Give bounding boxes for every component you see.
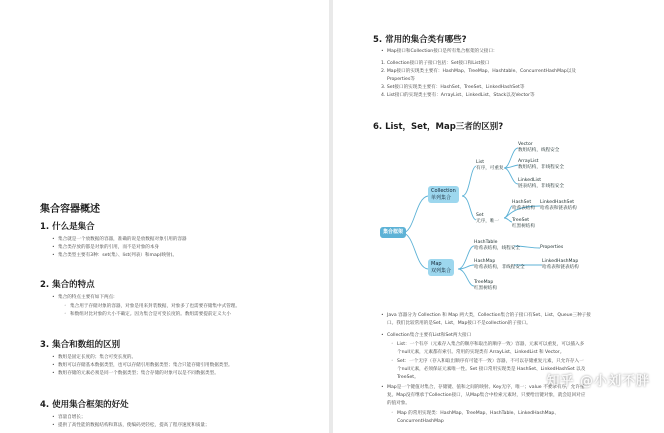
mindmap-treemap-node: TreeMap 红黑树结构 bbox=[474, 280, 497, 291]
sub-bullet: ◦ Map 的常用实现类：HashMap、TreeMap、HashTable、LinkedHashMap、 bbox=[397, 410, 559, 417]
bullet: • Map接口和Collection接口是所有集合框架的父接口： bbox=[387, 48, 498, 55]
sub-bullet-cont: 个null元素，元素都有索引。常用的实现类有 ArrayList、LinkedList 和 Vector。 bbox=[397, 350, 565, 355]
bullet: • Collection集合主要有List和Set两大接口 bbox=[387, 332, 471, 339]
sub-bullet: ◦ List：一个有序（元素存入集合的顺序和取出的顺序一致）容器，元素可以重复，可以插入多 bbox=[397, 341, 584, 348]
bullet: • 集合就是一个放数据的容器，准确的说是放数据对象引用的容器 bbox=[58, 236, 187, 243]
bullet: • 提供了高性能的数据结构和算法，使编码更轻松，提高了程序速度和质量； bbox=[58, 422, 210, 429]
mindmap-properties-node: Properties bbox=[540, 245, 564, 250]
document-page-left bbox=[0, 0, 329, 433]
mindmap-linkedhashmap-node: LinkedHashMap 哈希表和链表结构 bbox=[542, 259, 579, 270]
section-heading-6: 6. List，Set，Map三者的区别? bbox=[373, 122, 504, 132]
bullet: • 数组是固定长度的；集合可变长度的。 bbox=[58, 354, 136, 361]
list-item: 2. Map接口的实现类主要有：HashMap、TreeMap、Hashtable、ConcurrentHashMap以及 bbox=[381, 69, 576, 74]
sub-bullet-cont: ConcurrentHashMap bbox=[397, 419, 444, 424]
mindmap-map-node: Map 双列集合 bbox=[428, 259, 454, 276]
mindmap-list-node: List 有序，可重复 bbox=[476, 160, 504, 171]
mindmap-linkedhashset-node: LinkedHashSet 哈希表和链表结构 bbox=[540, 200, 577, 211]
section-heading-4: 4. 使用集合框架的好处 bbox=[40, 400, 129, 410]
sub-bullet: ◦ 集合用于存储对象的容器，对象是用来封装数据，对象多了也需要存储集中式管理。 bbox=[70, 303, 240, 310]
bullet-cont: 复。Map没有继承于Collection接口，从Map集合中检索元素时，只要给出键对象，就会返回对应 bbox=[387, 393, 586, 398]
section-heading-5: 5. 常用的集合类有哪些? bbox=[373, 35, 467, 45]
section-heading-3: 3. 集合和数组的区别 bbox=[40, 340, 121, 350]
bullet: • 数组存储的元素必须是同一个数据类型；集合存储的对象可以是不同数据类型。 bbox=[58, 370, 219, 377]
section-heading-2: 2. 集合的特点 bbox=[40, 280, 95, 290]
mindmap-arraylist-node: ArrayList 数组结构，非线程安全 bbox=[518, 159, 564, 170]
bullet: • Java 容器分为 Collection 和 Map 两大类，Collection集合的子接口有Set、List、Queue三种子接 bbox=[387, 312, 591, 319]
page-title: 集合容器概述 bbox=[40, 204, 100, 215]
list-item: 1. Collection接口的子接口包括：Set接口和List接口 bbox=[381, 61, 490, 66]
sub-bullet: ◦ 和数组对比对象的大小不确定。因为集合是可变长度的。数组需要提前定义大小 bbox=[70, 311, 231, 318]
sub-bullet: ◦ Set：一个无序（存入和取出顺序有可能不一致）容器，不可以存储重复元素，只允许存入一 bbox=[397, 358, 584, 365]
list-item: 3. Set接口的实现类主要有：HashSet、TreeSet、LinkedHashSet等 bbox=[381, 85, 525, 90]
list-item: 4. List接口的实现类主要有：ArrayList、LinkedList、Stack以及Vector等 bbox=[381, 93, 535, 98]
mindmap-hashtable-node: HashTable 哈希表结构，线程安全 bbox=[474, 240, 520, 251]
bullet: • 集合类型主要有3种：set(集）、list(列表）和map(映射)。 bbox=[58, 252, 177, 259]
mindmap-root-node: 集合框架 bbox=[380, 227, 406, 238]
sub-bullet-cont: TreeSet。 bbox=[397, 375, 419, 380]
bullet: • 容量自增长； bbox=[58, 414, 86, 421]
bullet-cont: 的值对象。 bbox=[387, 401, 410, 406]
bullet: • 集合的特点主要有如下两点: bbox=[58, 294, 115, 301]
mindmap-hashset-node: HashSet 哈希表结构 bbox=[512, 200, 535, 211]
mindmap-set-node: Set 无序，唯一 bbox=[476, 213, 499, 224]
mindmap-hashmap-node: HashMap 哈希表结构，非线程安全 bbox=[474, 259, 525, 270]
bullet: • 数组可以存储基本数据类型，也可以存储引用数据类型；集合只能存储引用数据类型。 bbox=[58, 362, 233, 369]
bullet-cont: 口。我们比较常用的是Set、List，Map接口不是collection的子接口。 bbox=[387, 321, 531, 326]
sub-bullet-cont: 个null元素，必须保证元素唯一性。Set 接口常用实现类是 HashSet、LinkedHashSet 以及 bbox=[397, 367, 586, 372]
mindmap-treeset-node: TreeSet 红黑树结构 bbox=[512, 218, 535, 229]
bullet: • 集合类存放的都是对象的引用，而不是对象的本身 bbox=[58, 244, 159, 251]
mindmap-collection-node: Collection 单列集合 bbox=[428, 186, 459, 203]
mindmap-linkedlist-node: LinkedList 链表结构，非线程安全 bbox=[518, 178, 564, 189]
bullet: • Map是一个键值对集合，存储键、值和之间的映射。Key无序，唯一；value 不要求有序，允许重 bbox=[387, 384, 584, 391]
mindmap-vector-node: Vector 数组结构，线程安全 bbox=[518, 142, 560, 153]
section-heading-1: 1. 什么是集合 bbox=[40, 222, 95, 232]
zhihu-watermark: 知乎 @小刘不胖 bbox=[546, 374, 650, 389]
collection-mindmap-diagram bbox=[380, 138, 580, 298]
list-item: Properties等 bbox=[387, 77, 415, 82]
